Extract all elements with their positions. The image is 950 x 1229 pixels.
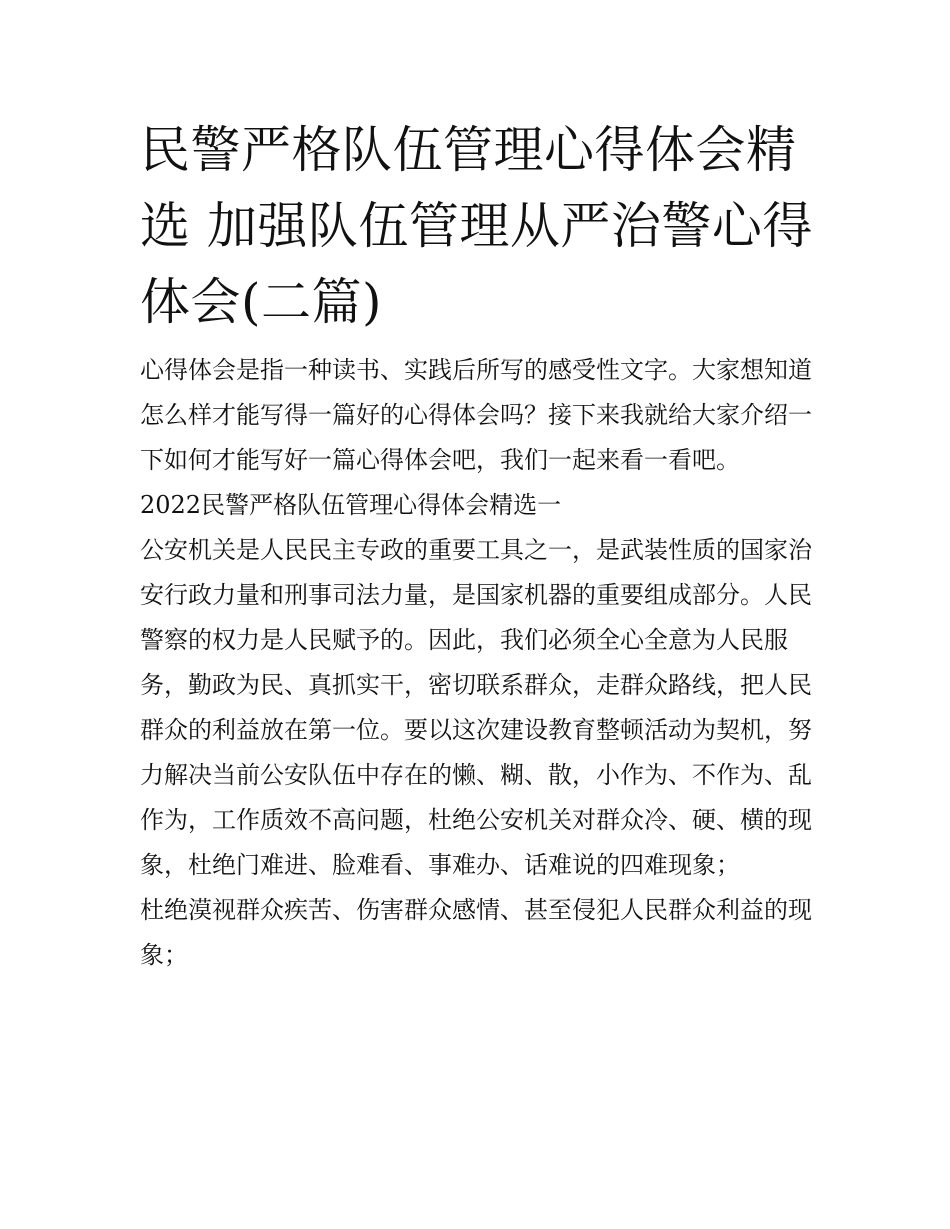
intro-paragraph: 心得体会是指一种读书、实践后所写的感受性文字。大家想知道怎么样才能写得一篇好的心得体会吗？接下来我就给大家介绍一下如何才能写好一篇心得体会吧，我们一起来看一看吧。 <box>140 356 812 474</box>
body-paragraph-2: 杜绝漠视群众疾苦、伤害群众感情、甚至侵犯人民群众利益的现象； <box>140 896 812 969</box>
document-page <box>140 112 820 978</box>
section-heading: 2022民警严格队伍管理心得体会精选一 <box>140 491 562 519</box>
document-title: 民警严格队伍管理心得体会精选 加强队伍管理从严治警心得体会(二篇) <box>140 121 813 331</box>
body-paragraph-1: 公安机关是人民民主专政的重要工具之一，是武装性质的国家治安行政力量和刑事司法力量，是国家机器的重要组成部分。人民警察的权力是人民赋予的。因此，我们必须全心全意为人民服务，勤政为民、真抓实干，密切联系群众，走群众路线，把人民群众的利益放在第一位。要以这次建设教育整顿活动为契机，努力解决当前公安队伍中存在的懒、糊、散，小作为、不作为、乱作为，工作质效不高问题，杜绝公安机关对群众冷、硬、横的现象，杜绝门难进、脸难看、事难办、话难说的四难现象； <box>140 536 812 879</box>
